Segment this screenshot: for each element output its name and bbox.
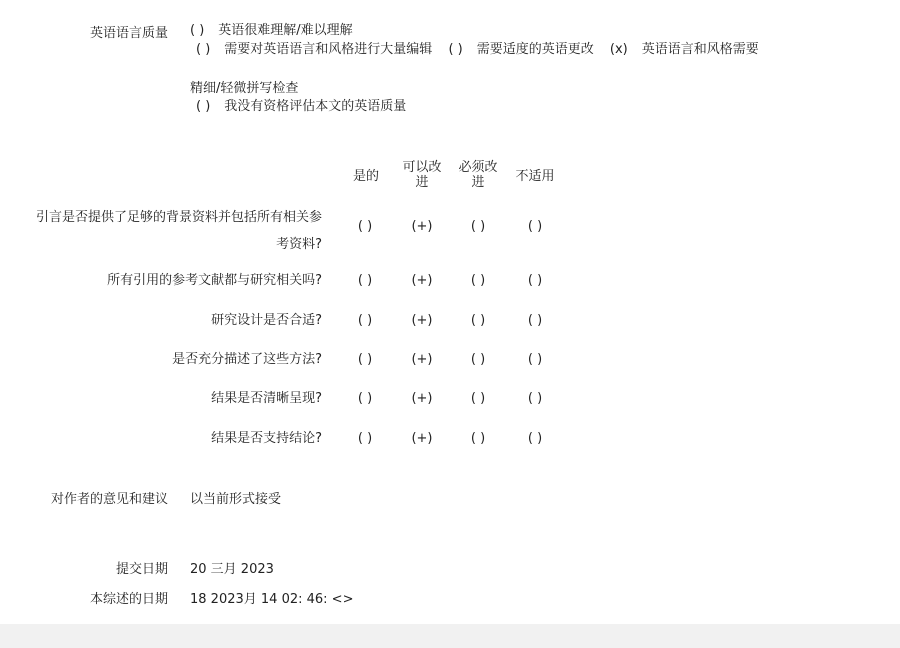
rating-mark-not-applicable[interactable]: ( )	[527, 431, 543, 446]
question-row-6-label: 结果是否支持结论?	[211, 431, 322, 446]
column-header-text: 是的	[352, 169, 379, 184]
rating-mark-must-improve[interactable]: ( )	[470, 313, 486, 328]
question-row-2-label: 所有引用的参考文献都与研究相关吗?	[107, 273, 322, 288]
english-option-1[interactable]	[190, 22, 353, 40]
rating-mark-yes[interactable]: ( )	[357, 219, 373, 234]
question-text: 考资料?	[276, 237, 322, 252]
rating-mark-not-applicable[interactable]: ( )	[527, 391, 543, 406]
rating-mark-can-improve[interactable]: (+)	[411, 431, 433, 446]
rating-mark-yes[interactable]: ( )	[357, 431, 373, 446]
question-row-4-label: 是否充分描述了这些方法?	[172, 352, 322, 367]
english-option-5[interactable]	[196, 98, 406, 116]
column-header-text: 进	[471, 175, 485, 190]
rating-mark-must-improve[interactable]: ( )	[470, 391, 486, 406]
option-marker: ( )	[448, 42, 463, 57]
option-marker: ( )	[196, 42, 211, 57]
question-text: 引言是否提供了足够的背景资料并包括所有相关参	[35, 210, 322, 225]
rating-mark-yes[interactable]: ( )	[357, 313, 373, 328]
english-options-row	[196, 41, 759, 59]
english-option-3[interactable]	[448, 41, 593, 59]
rating-mark-must-improve[interactable]: ( )	[470, 431, 486, 446]
rating-mark-not-applicable[interactable]: ( )	[527, 273, 543, 288]
rating-mark-can-improve[interactable]: (+)	[411, 313, 433, 328]
option-marker: ( )	[196, 99, 211, 114]
option-text: 英语语言和风格需要	[641, 42, 759, 57]
rating-mark-must-improve[interactable]: ( )	[470, 219, 486, 234]
rating-mark-not-applicable[interactable]: ( )	[527, 219, 543, 234]
column-header-text: 可以改	[402, 160, 442, 175]
column-header-can-improve	[396, 160, 448, 190]
rating-mark-can-improve[interactable]: (+)	[411, 219, 433, 234]
submitted-date-value: 20 三月 2023	[190, 562, 274, 577]
option-text: 英语很难理解/难以理解	[218, 23, 353, 38]
english-option-2[interactable]	[196, 41, 432, 59]
comments-label: 对作者的意见和建议	[50, 492, 168, 507]
rating-mark-must-improve[interactable]: ( )	[470, 273, 486, 288]
submitted-date-label: 提交日期	[115, 562, 168, 577]
column-header-text: 进	[415, 175, 429, 190]
option-text: 我没有资格评估本文的英语质量	[224, 99, 407, 114]
rating-mark-can-improve[interactable]: (+)	[411, 352, 433, 367]
column-header-text: 必须改	[458, 160, 498, 175]
rating-mark-yes[interactable]: ( )	[357, 273, 373, 288]
review-date-value: 18 2023月 14 02: 46: <>	[190, 592, 354, 607]
question-row-1-label	[36, 204, 322, 258]
english-option-4[interactable]	[610, 41, 759, 59]
english-quality-label: 英语语言质量	[89, 26, 168, 41]
column-header-yes	[345, 169, 387, 184]
rating-mark-can-improve[interactable]: (+)	[411, 273, 433, 288]
rating-mark-yes[interactable]: ( )	[357, 352, 373, 367]
option-marker: (x)	[609, 42, 628, 57]
question-row-3-label: 研究设计是否合适?	[211, 313, 322, 328]
rating-mark-yes[interactable]: ( )	[357, 391, 373, 406]
column-header-text: 不适用	[515, 169, 555, 184]
rating-mark-must-improve[interactable]: ( )	[470, 352, 486, 367]
rating-mark-not-applicable[interactable]: ( )	[527, 352, 543, 367]
column-header-not-applicable	[508, 169, 562, 184]
rating-mark-can-improve[interactable]: (+)	[411, 391, 433, 406]
column-header-must-improve	[452, 160, 504, 190]
footer-bar	[0, 624, 900, 648]
comments-value: 以当前形式接受	[190, 492, 282, 507]
option-marker: ( )	[190, 23, 205, 38]
english-option-4-continued: 精细/轻微拼写检查	[190, 81, 299, 96]
option-text: 需要适度的英语更改	[476, 42, 594, 57]
question-row-5-label: 结果是否清晰呈现?	[211, 391, 322, 406]
option-text: 需要对英语语言和风格进行大量编辑	[224, 42, 433, 57]
review-date-label: 本综述的日期	[89, 592, 168, 607]
rating-mark-not-applicable[interactable]: ( )	[527, 313, 543, 328]
